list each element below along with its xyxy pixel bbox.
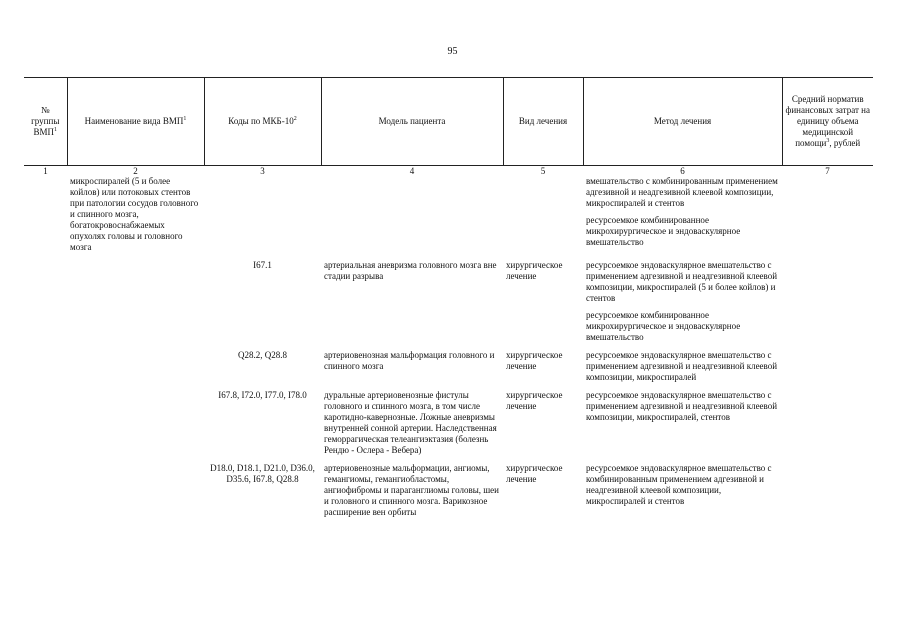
cost-cell	[782, 383, 873, 456]
group-number-cell	[24, 176, 67, 253]
page-number: 95	[447, 46, 458, 57]
header-treatment-method: Метод лечения	[583, 78, 782, 166]
patient-model-cell: артериальная аневризма головного мозга вне стадии разрыва	[324, 260, 497, 281]
header-cost-standard: Средний норматив финансовых затрат на единицу объема медицинской помощи$^3$, рублей	[782, 78, 873, 166]
treatment-type-cell	[503, 176, 583, 253]
method-text: ресурсоемкое комбинированное микрохирургическое и эндоваскулярное вмешательство	[586, 215, 741, 247]
patient-model-cell: артериовенозные мальформации, ангиомы, гемангиомы, гемангиобластомы, ангиофибромы и параганглиомы головы, шеи и головного и спинного мозга. Варикозное расширение вен орбиты	[324, 463, 499, 517]
cost-cell	[782, 456, 873, 518]
icd-codes-cell	[204, 176, 321, 253]
vmp-name-cell: микроспиралей (5 и более койлов) или потоковых стентов при патологии сосудов головного и спинного мозга, богатокровоснабжаемых опухолях головы и головного мозга	[70, 176, 199, 252]
header-vmp-name: Наименование вида ВМП$^1$	[67, 78, 204, 166]
header-icd-codes: Коды по МКБ-$10^2$	[204, 78, 321, 166]
group-number-cell	[24, 383, 67, 456]
icd-codes-cell: D18.0, D18.1, D21.0, D36.0, D35.6, I67.8, Q28.8	[210, 463, 315, 484]
cost-cell	[782, 253, 873, 343]
header-row	[24, 78, 873, 166]
column-number: 6	[680, 166, 685, 176]
column-number: 3	[260, 166, 265, 176]
icd-codes-cell: Q28.2, Q28.8	[238, 350, 287, 360]
method-text: ресурсоемкое эндоваскулярное вмешательство с применением адгезивной и неадгезивной клеевой композиции, микроспиралей, стентов	[586, 390, 778, 422]
treatment-method-cell	[583, 456, 782, 518]
treatment-type-cell: хирургическое лечение	[506, 260, 563, 281]
method-text: ресурсоемкое эндоваскулярное вмешательство с применением адгезивной и неадгезивной клеевой композиции, микроспиралей (5 и более койлов) и стентов	[586, 260, 778, 303]
treatment-type-cell: хирургическое лечение	[506, 390, 563, 411]
method-text: ресурсоемкое эндоваскулярное вмешательство с комбинированным применением адгезивной и неадгезивной клеевой композиции, микроспиралей и стентов	[586, 463, 772, 506]
column-number: 1	[43, 166, 48, 176]
vmp-name-cell	[67, 343, 204, 383]
treatment-method-cell	[583, 253, 782, 343]
column-number: 4	[409, 166, 415, 176]
patient-model-cell: артериовенозная мальформация головного и спинного мозга	[324, 350, 495, 371]
method-text: вмешательство с комбинированным применением адгезивной и неадгезивной клеевой композиции, микроспиралей и стентов	[586, 176, 778, 208]
method-text: ресурсоемкое эндоваскулярное вмешательство с применением адгезивной и неадгезивной клеевой композиции, микроспиралей	[586, 350, 778, 382]
icd-codes-cell: I67.1	[253, 260, 272, 270]
treatment-method-cell	[583, 343, 782, 383]
header-patient-model: Модель пациента	[321, 78, 503, 166]
table-row	[24, 343, 873, 383]
treatment-type-cell: хирургическое лечение	[506, 350, 563, 371]
treatment-type-cell: хирургическое лечение	[506, 463, 563, 484]
vmp-name-cell	[67, 383, 204, 456]
treatment-method-cell	[583, 176, 782, 253]
column-number-row	[24, 166, 873, 177]
patient-model-cell	[321, 176, 503, 253]
column-number: 7	[825, 166, 830, 176]
patient-model-cell: дуральные артериовенозные фистулы головного и спинного мозга, в том числе каротидно-кавернозные. Ложные аневризмы внутренней сонной артерии. Наследственная геморрагическая телеангиэктазия (болезнь Рендю - Ослера - Вебера)	[324, 390, 497, 455]
table-row	[24, 176, 873, 253]
vmp-name-cell	[67, 456, 204, 518]
cost-cell	[782, 176, 873, 253]
icd-codes-cell: I67.8, I72.0, I77.0, I78.0	[218, 390, 307, 400]
header-group-number: № группы ВМП$^1$	[24, 78, 67, 166]
column-number: 2	[133, 166, 138, 176]
table-row	[24, 253, 873, 343]
method-text: ресурсоемкое комбинированное микрохирургическое и эндоваскулярное вмешательство	[586, 310, 741, 342]
vmp-name-cell	[67, 253, 204, 343]
header-treatment-type: Вид лечения	[503, 78, 583, 166]
table-row	[24, 383, 873, 456]
cost-cell	[782, 343, 873, 383]
group-number-cell	[24, 343, 67, 383]
column-number: 5	[540, 166, 546, 176]
group-number-cell	[24, 253, 67, 343]
treatment-method-cell	[583, 383, 782, 456]
group-number-cell	[24, 456, 67, 518]
vmp-table	[24, 77, 873, 518]
table-row	[24, 456, 873, 518]
